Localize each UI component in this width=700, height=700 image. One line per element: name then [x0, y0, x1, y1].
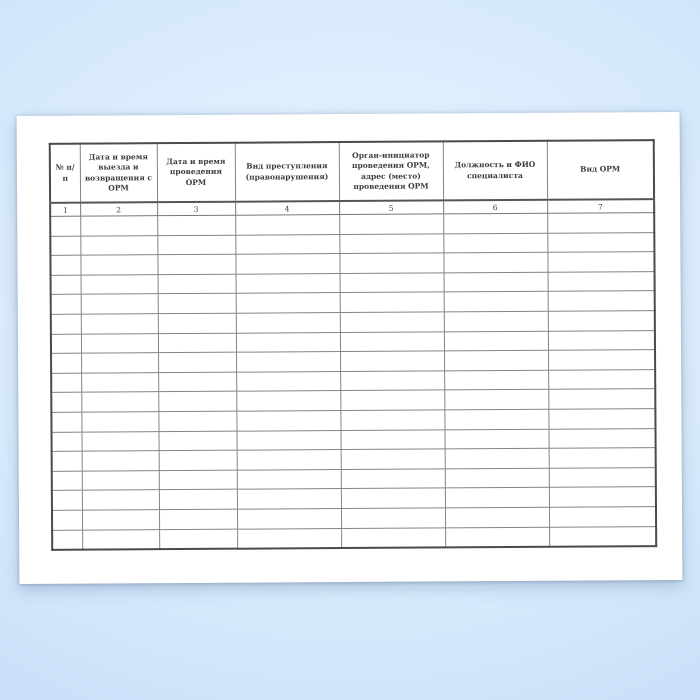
- table-cell: [80, 216, 157, 236]
- table-cell: [341, 449, 445, 469]
- column-header-3: Дата и время проведения ОРМ: [157, 143, 235, 202]
- table-cell: [340, 273, 444, 293]
- column-header-7: Вид ОРМ: [547, 140, 654, 200]
- table-cell: [445, 488, 549, 508]
- table-cell: [445, 468, 549, 488]
- table-cell: [159, 450, 237, 470]
- table-cell: [237, 469, 341, 489]
- table-cell: [51, 314, 81, 334]
- table-cell: [548, 311, 655, 331]
- table-cell: [52, 471, 82, 491]
- table-cell: [340, 410, 444, 430]
- table-cell: [236, 313, 340, 333]
- table-cell: [549, 448, 656, 468]
- table-cell: [340, 371, 444, 391]
- table-cell: [235, 234, 339, 254]
- table-cell: [81, 372, 158, 392]
- table-cell: [549, 487, 656, 507]
- header-row: [50, 140, 654, 203]
- table-cell: [82, 451, 159, 471]
- table-cell: [549, 467, 656, 487]
- column-number-7: 7: [547, 199, 654, 213]
- table-cell: [341, 429, 445, 449]
- table-cell: [237, 430, 341, 450]
- table-cell: [81, 412, 158, 432]
- table-cell: [236, 352, 340, 372]
- table-cell: [445, 527, 549, 548]
- table-cell: [340, 312, 444, 332]
- table-cell: [82, 510, 159, 530]
- table-cell: [444, 272, 548, 292]
- table-cell: [235, 254, 339, 274]
- column-header-1: № п/п: [50, 144, 80, 203]
- table-header: [50, 140, 654, 216]
- table-cell: [52, 451, 82, 471]
- table-cell: [444, 370, 548, 390]
- table-cell: [236, 391, 340, 411]
- table-cell: [444, 350, 548, 370]
- table-cell: [158, 294, 236, 314]
- table-cell: [235, 215, 339, 235]
- table-cell: [51, 334, 81, 354]
- table-cell: [157, 235, 235, 255]
- document-page: [17, 112, 683, 584]
- table-cell: [237, 489, 341, 509]
- table-cell: [81, 333, 158, 353]
- table-cell: [236, 273, 340, 293]
- table-cell: [82, 490, 159, 510]
- table-cell: [444, 292, 548, 312]
- table-cell: [237, 508, 341, 528]
- table-cell: [340, 351, 444, 371]
- table-cell: [81, 314, 158, 334]
- table-cell: [51, 412, 81, 432]
- table-cell: [341, 527, 445, 548]
- table-cell: [547, 232, 654, 252]
- table-cell: [51, 392, 81, 412]
- column-number-2: 2: [80, 202, 157, 216]
- table-cell: [548, 330, 655, 350]
- table-row: [52, 526, 656, 550]
- table-cell: [443, 252, 547, 272]
- table-cell: [236, 371, 340, 391]
- table-cell: [51, 373, 81, 393]
- table-cell: [81, 274, 158, 294]
- table-cell: [237, 450, 341, 470]
- table-cell: [50, 236, 80, 256]
- table-cell: [52, 530, 82, 550]
- table-cell: [52, 510, 82, 530]
- table-cell: [159, 470, 237, 490]
- table-cell: [52, 432, 82, 452]
- table-cell: [159, 431, 237, 451]
- table-cell: [50, 216, 80, 236]
- table-cell: [158, 352, 236, 372]
- table-cell: [159, 509, 237, 529]
- table-cell: [444, 331, 548, 351]
- table-cell: [444, 429, 548, 449]
- table-cell: [158, 274, 236, 294]
- orm-journal-table: [49, 139, 657, 551]
- table-cell: [444, 311, 548, 331]
- table-cell: [236, 332, 340, 352]
- table-cell: [158, 392, 236, 412]
- table-cell: [339, 253, 443, 273]
- column-number-3: 3: [157, 202, 235, 216]
- table-cell: [158, 372, 236, 392]
- table-cell: [80, 235, 157, 255]
- table-cell: [548, 271, 655, 291]
- table-cell: [341, 488, 445, 508]
- table-cell: [340, 292, 444, 312]
- table-cell: [51, 275, 81, 295]
- table-cell: [82, 470, 159, 490]
- table-cell: [341, 508, 445, 528]
- table-cell: [549, 526, 656, 547]
- table-cell: [81, 353, 158, 373]
- table-cell: [80, 255, 157, 275]
- column-header-4: Вид преступления (правонарушения): [235, 142, 339, 202]
- table-cell: [340, 390, 444, 410]
- table-cell: [548, 291, 655, 311]
- table-cell: [81, 294, 158, 314]
- table-cell: [82, 431, 159, 451]
- table-cell: [50, 255, 80, 275]
- column-header-5: Орган-инициатор проведения ОРМ, адрес (место) проведения ОРМ: [339, 141, 443, 201]
- table-cell: [444, 409, 548, 429]
- table-cell: [158, 333, 236, 353]
- table-cell: [548, 428, 655, 448]
- column-number-5: 5: [339, 200, 443, 214]
- table-cell: [159, 529, 237, 550]
- table-cell: [548, 369, 655, 389]
- table-cell: [236, 293, 340, 313]
- table-cell: [236, 410, 340, 430]
- table-cell: [341, 469, 445, 489]
- table-cell: [237, 528, 341, 549]
- table-body: [50, 213, 656, 550]
- table-cell: [549, 507, 656, 527]
- column-number-1: 1: [50, 203, 80, 217]
- table-cell: [158, 411, 236, 431]
- table-cell: [339, 234, 443, 254]
- table-cell: [51, 295, 81, 315]
- table-cell: [81, 392, 158, 412]
- table-cell: [339, 214, 443, 234]
- column-header-2: Дата и время выезда и возвращения с ОРМ: [80, 143, 157, 202]
- table-cell: [443, 213, 547, 233]
- table-cell: [548, 350, 655, 370]
- table-cell: [445, 448, 549, 468]
- table-cell: [157, 254, 235, 274]
- table-cell: [443, 233, 547, 253]
- table-cell: [445, 507, 549, 527]
- table-cell: [548, 409, 655, 429]
- table-cell: [340, 331, 444, 351]
- table-cell: [159, 490, 237, 510]
- table-cell: [51, 353, 81, 373]
- table-cell: [444, 390, 548, 410]
- table-cell: [157, 215, 235, 235]
- table-cell: [547, 252, 654, 272]
- table-cell: [548, 389, 655, 409]
- table-cell: [52, 490, 82, 510]
- column-number-6: 6: [443, 200, 547, 214]
- table-cell: [547, 213, 654, 233]
- column-number-4: 4: [235, 201, 339, 215]
- column-header-6: Должность и ФИО специалиста: [443, 141, 547, 201]
- table-cell: [82, 529, 159, 550]
- table-cell: [158, 313, 236, 333]
